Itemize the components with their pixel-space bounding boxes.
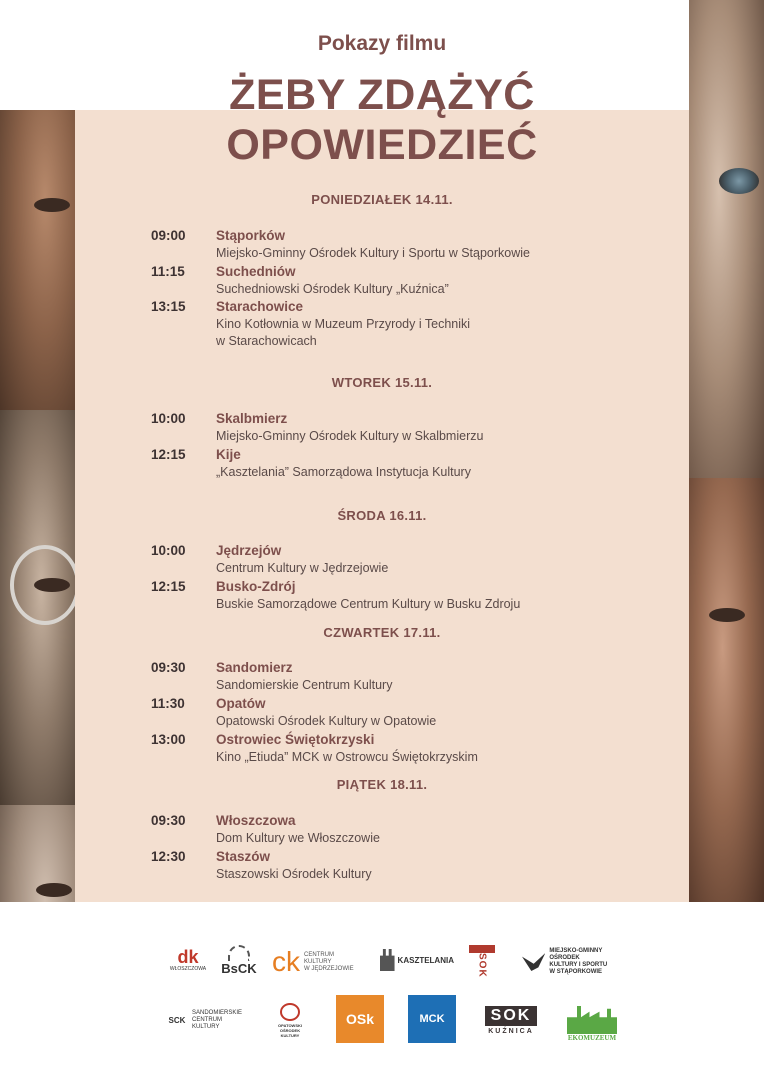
ck-logo-caption	[304, 952, 354, 973]
page-title	[75, 70, 689, 170]
sck-caption-line: CENTRUM	[192, 1016, 222, 1023]
mgoks-caption	[549, 948, 632, 976]
sck-caption-line: SANDOMIERSKIE	[192, 1009, 243, 1016]
event-time: 13:15	[151, 299, 186, 314]
eye-graphic	[709, 608, 745, 622]
event-venue: Suchedniowski Ośrodek Kultury „Kuźnica”	[216, 282, 449, 296]
event-venue: Opatowski Ośrodek Kultury w Opatowie	[216, 714, 437, 728]
sok-vertical-mark: SOK	[476, 952, 488, 978]
sok-kuznica-mark: SOK	[485, 1006, 538, 1026]
osk-logo	[336, 995, 384, 1043]
event-town: Opatów	[216, 696, 266, 711]
sok-vertical-logo	[466, 936, 498, 986]
event-venue: Sandomierskie Centrum Kultury	[216, 678, 393, 692]
event-town: Stąporków	[216, 228, 286, 243]
event-venue: Centrum Kultury w Jędrzejowie	[216, 561, 389, 575]
portrait-photo-strip	[0, 410, 75, 805]
event-town: Starachowice	[216, 299, 304, 314]
day-heading: WTOREK 15.11.	[331, 375, 433, 390]
mck-logo-mark: MCK	[419, 1013, 445, 1025]
ook-caption-line: KULTURY	[280, 1032, 300, 1038]
day-heading: CZWARTEK 17.11.	[323, 625, 441, 640]
event-venue: Kino „Etiuda” MCK w Ostrowcu Świętokrzyskim	[216, 750, 478, 764]
event-time: 10:00	[151, 543, 186, 558]
event-venue	[216, 316, 636, 350]
ook-caption-line: OŚRODEK	[279, 1027, 301, 1033]
event-time: 11:15	[151, 264, 185, 279]
ck-jedrzejow-logo	[272, 944, 370, 980]
eye-graphic	[34, 578, 70, 592]
event-town: Staszów	[216, 849, 271, 864]
bird-icon	[522, 953, 545, 971]
mck-ostrowiec-logo	[408, 995, 456, 1043]
event-time: 12:15	[151, 579, 186, 594]
event-venue: Dom Kultury we Włoszczowie	[216, 831, 380, 845]
event-town: Suchedniów	[216, 264, 296, 279]
pre-title: Pokazy filmu	[317, 32, 447, 55]
bsck-logo	[218, 940, 260, 980]
theatre-masks-icon	[280, 1003, 300, 1021]
bsck-logo-mark: BsCK	[221, 960, 257, 976]
column-icon	[469, 945, 495, 953]
ook-caption-line: OPATOWSKI	[278, 1022, 302, 1028]
sck-sandomierz-logo	[166, 1002, 256, 1038]
event-town: Skalbmierz	[216, 411, 288, 426]
kasztelania-logo-mark: KASZTELANIA	[397, 955, 454, 965]
eye-graphic	[36, 883, 72, 897]
osk-logo-mark: OSk	[345, 1011, 374, 1027]
eye-graphic	[719, 168, 759, 194]
title-line: ŻEBY ZDĄŻYĆ	[229, 71, 535, 119]
mgoks-caption-line: KULTURY I SPORTU	[549, 962, 608, 968]
sck-caption-line: KULTURY	[192, 1023, 220, 1030]
portrait-photo-strip	[0, 110, 75, 410]
mgoks-caption-line: MIEJSKO-GMINNY OŚRODEK	[549, 948, 603, 961]
dk-logo-mark: dk	[177, 947, 199, 967]
event-time: 10:00	[151, 411, 186, 426]
event-time: 13:00	[151, 732, 186, 747]
event-time: 11:30	[151, 696, 185, 711]
ook-caption	[278, 1023, 302, 1038]
factory-icon	[567, 1006, 617, 1034]
event-venue: Staszowski Ośrodek Kultury	[216, 867, 372, 881]
partner-logos	[0, 902, 764, 1080]
event-venue: Buskie Samorządowe Centrum Kultury w Busku Zdroju	[216, 597, 521, 611]
event-town: Sandomierz	[216, 660, 293, 675]
event-venue: Miejsko-Gminny Ośrodek Kultury i Sportu w Stąporkowie	[216, 246, 531, 260]
title-line: OPOWIEDZIEĆ	[226, 121, 538, 169]
event-time: 12:30	[151, 849, 186, 864]
dk-wloszczowa-logo	[170, 944, 206, 976]
ck-caption-line: CENTRUM	[304, 951, 334, 958]
day-heading: ŚRODA 16.11.	[337, 508, 427, 523]
ekomuzeum-caption: EKOMUZEUM	[567, 1034, 617, 1042]
day-heading: PIĄTEK 18.11.	[336, 777, 428, 792]
event-venue: Miejsko-Gminny Ośrodek Kultury w Skalbmierzu	[216, 429, 484, 443]
sck-logo-mark: SCK	[168, 1015, 186, 1025]
mgoks-caption-line: W STĄPORKOWIE	[549, 969, 603, 975]
event-town: Jędrzejów	[216, 543, 282, 558]
event-time: 09:00	[151, 228, 186, 243]
dk-logo-caption: WŁOSZCZOWA	[169, 966, 207, 972]
eye-graphic	[34, 198, 70, 212]
event-time: 12:15	[151, 447, 186, 462]
mgoks-staporkow-logo	[522, 946, 632, 978]
venue-line: w Starachowicach	[216, 334, 317, 348]
castle-icon	[380, 949, 395, 971]
venue-line: Kino Kotłownia w Muzeum Przyrody i Techniki	[216, 317, 471, 331]
ck-caption-line: W JĘDRZEJOWIE	[304, 965, 354, 972]
sok-kuznica-logo	[478, 1000, 544, 1040]
day-heading: PONIEDZIAŁEK 14.11.	[311, 192, 453, 207]
event-town: Kije	[216, 447, 241, 462]
portrait-photo-strip	[689, 478, 764, 902]
ck-caption-line: KULTURY	[304, 958, 332, 965]
portrait-photo-strip	[689, 0, 764, 478]
event-town: Ostrowiec Świętokrzyski	[216, 732, 375, 747]
event-town: Włoszczowa	[216, 813, 296, 828]
ook-opatow-logo	[272, 998, 308, 1042]
sok-kuznica-caption: KUŹNICA	[488, 1027, 534, 1035]
kasztelania-logo	[380, 944, 454, 976]
ck-logo-mark: ck	[272, 946, 300, 977]
sck-caption	[192, 1010, 242, 1031]
sun-icon	[228, 945, 250, 961]
ekomuzeum-logo	[563, 994, 621, 1042]
event-town: Busko-Zdrój	[216, 579, 296, 594]
event-venue: „Kasztelania” Samorządowa Instytucja Kultury	[216, 465, 471, 479]
event-time: 09:30	[151, 660, 186, 675]
event-time: 09:30	[151, 813, 186, 828]
